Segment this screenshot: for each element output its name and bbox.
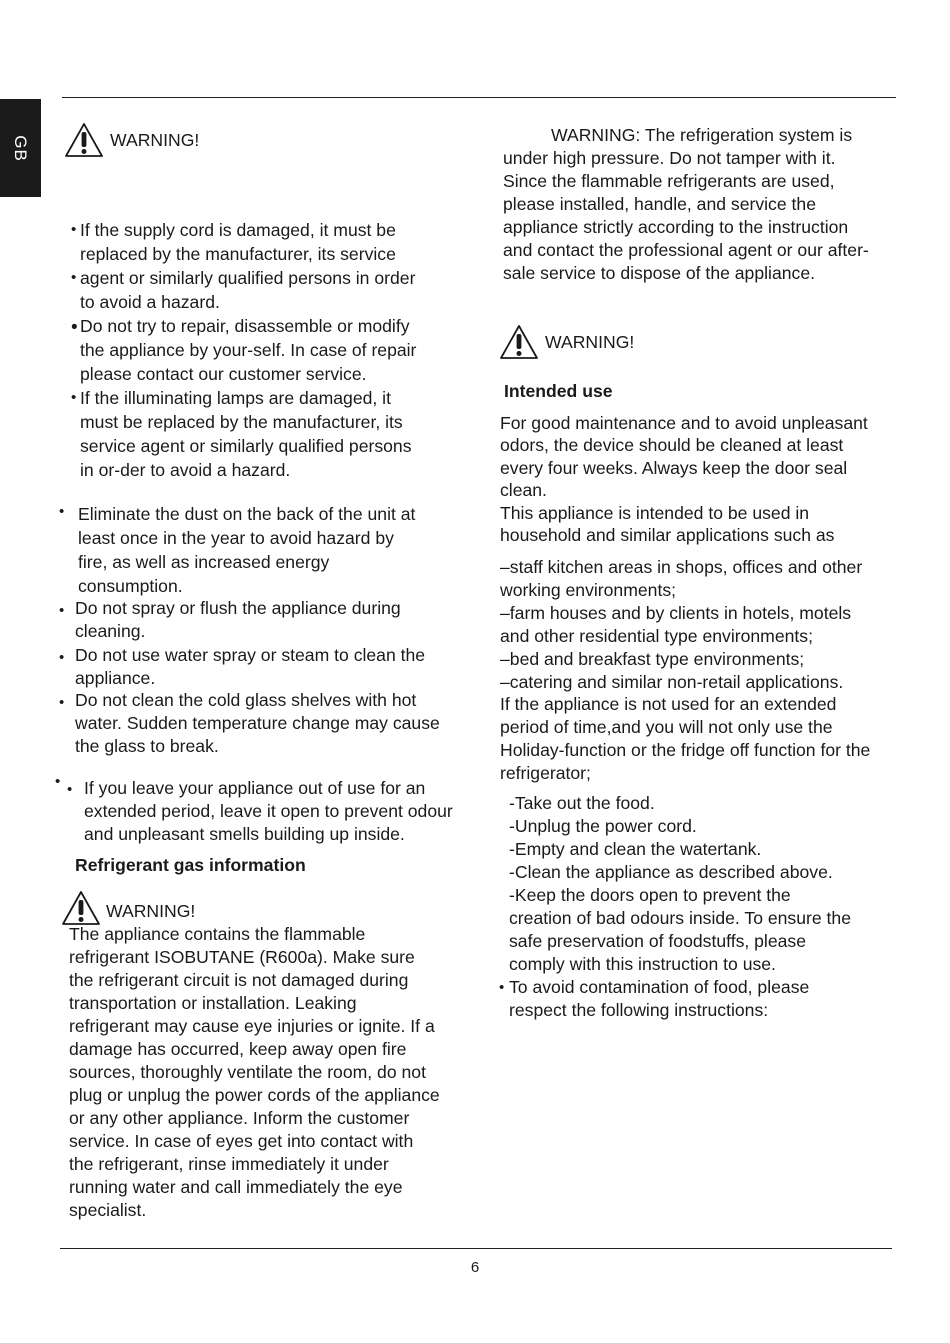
cleaning-bullet-4: Do not clean the cold glass shelves with hot water. Sudden temperature change may cause the glass to break. — [75, 690, 440, 756]
warning-label-3: WARNING! — [545, 331, 635, 352]
intended-use-heading: Intended use — [504, 381, 613, 401]
bullet-dot: • — [59, 602, 65, 619]
bullet-dot: • — [59, 694, 65, 711]
warning-heading-1 — [64, 122, 199, 158]
cleaning-bullet-1: Eliminate the dust on the back of the unit at least once in the year to avoid hazard by fire, as well as increased energy consumption. — [78, 504, 416, 596]
bullet-dot: • — [67, 781, 73, 798]
refrigerant-gas-heading: Refrigerant gas information — [75, 855, 306, 875]
cleaning-bullet-3: Do not use water spray or steam to clean the appliance. — [75, 645, 426, 688]
bullet-dot: • — [71, 269, 77, 286]
bullet-dot: • — [499, 979, 505, 996]
cleaning-bullet-2: Do not spray or flush the appliance during cleaning. — [75, 598, 401, 641]
top-rule — [62, 97, 896, 98]
warning-triangle-icon — [64, 122, 104, 158]
page-number: 6 — [470, 1259, 480, 1276]
bullet-dot: • — [55, 773, 61, 790]
not-in-use-steps: -Take out the food. -Unplug the power cord. -Empty and clean the watertank. -Clean the appliance as described above. -Keep the doors open to prevent the creation of bad odours inside. To ensure the safe preservation of foodstuffs, please comply with this instruction to use. — [509, 793, 852, 974]
bullet-dot: • — [59, 649, 65, 666]
warning-triangle-icon — [499, 324, 539, 360]
applications-list: –staff kitchen areas in shops, offices and other working environments; –farm houses and by clients in hotels, motels and other residential type environments; –bed and breakfast type environments; –catering and similar non-retail applications. If the appliance is not used for an extended period of time,and you will not only use the Holiday-function or the fridge off function for the refrigerator; — [500, 557, 871, 784]
high-pressure-warning: WARNING: The refrigeration system is under high pressure. Do not tamper with it. Since the flammable refrigerants are used, please installed, handle, and service the appliance strictly according to the instruction and contact the professional agent or our after- sale service to dispose of the appliance. — [503, 125, 869, 283]
out-of-use-notice: If you leave your appliance out of use for an extended period, leave it open to prevent odour and unpleasant smells building up inside. — [84, 778, 453, 844]
contamination-notice: To avoid contamination of food, please respect the following instructions: — [509, 977, 810, 1020]
bullet-dot: • — [71, 317, 78, 338]
language-tab-label: GB — [11, 134, 30, 162]
warning-label-2: WARNING! — [106, 900, 196, 921]
language-tab — [0, 99, 41, 197]
warning-heading-3 — [499, 324, 634, 360]
bottom-rule — [60, 1248, 892, 1249]
warning-heading-2 — [61, 890, 195, 926]
bullet-dot: • — [71, 389, 77, 406]
warning-label-1: WARNING! — [110, 129, 200, 150]
refrigerant-gas-text: The appliance contains the flammable refrigerant ISOBUTANE (R600a). Make sure the refrigerant circuit is not damaged during transportation or installation. Leaking refrigerant may cause eye injuries or ignite. If a damage has occurred, keep away open fire sources, thoroughly ventilate the room, do not plug or unplug the power cords of the appliance or any other appliance. Inform the customer service. In case of eyes get into contact with the refrigerant, rinse immediately it under running water and call immediately the eye specialist. — [69, 924, 440, 1220]
warning-triangle-icon — [61, 890, 101, 926]
bullet-dot: • — [71, 221, 77, 238]
supply-cord-notice: If the supply cord is damaged, it must be replaced by the manufacturer, its service agent or similarly qualified persons in order to avoid a hazard. Do not try to repair, disassemble or modify the appliance by your-self. In case of repair please contact our customer service. If the illuminating lamps are damaged, it must be replaced by the manufacturer, its service agent or similarly qualified persons in or-der to avoid a hazard. — [80, 220, 417, 480]
intended-use-text: For good maintenance and to avoid unpleasant odors, the device should be cleaned at least every four weeks. Always keep the door seal clean. This appliance is intended to be used in household and similar applications such as — [500, 413, 868, 546]
bullet-dot: • — [59, 503, 65, 520]
